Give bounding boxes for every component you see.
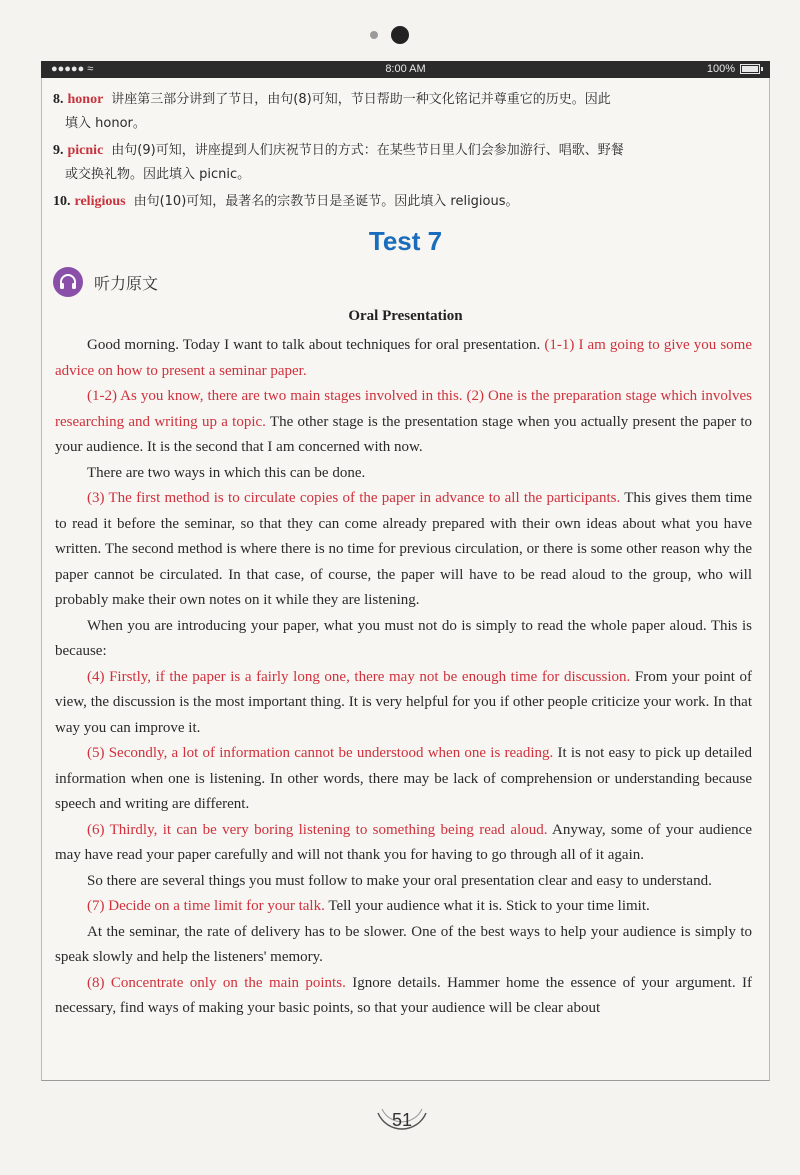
transcript-body — [55, 333, 752, 1022]
answer-explanation: 由句(10)可知，最著名的宗教节日是圣诞节。因此填入 religious。 — [133, 194, 519, 209]
sentence: When you are introducing your paper, what you must not do is simply to read the whole paper aloud. This is because: — [55, 617, 752, 659]
highlighted-sentence: (3) The first method is to circulate copies of the paper in advance to all the participants. — [87, 490, 621, 506]
highlighted-sentence: (7) Decide on a time limit for your talk. — [87, 898, 325, 914]
answer-word: picnic — [67, 143, 104, 158]
page-number-badge — [370, 1097, 434, 1149]
transcript-paragraph — [55, 665, 752, 742]
battery-indicator — [707, 63, 760, 75]
sentence: There are two ways in which this can be done. — [87, 464, 366, 481]
highlighted-sentence: (5) Secondly, a lot of information cannot be understood when one is reading. — [87, 745, 554, 761]
transcript-paragraph — [55, 614, 752, 665]
sentence: From your point of view, the discussion is the most important thing. It is very helpful for you if other people criticize your work. In that way you can improve it. — [55, 668, 752, 736]
sentence: So there are several things you must follow to make your oral presentation clear and easy to understand. — [87, 872, 712, 889]
sentence: Good morning. Today I want to talk about techniques for oral presentation. — [87, 337, 545, 353]
sentence: This gives them time to read it before the seminar, so that they can come already prepared with their own ideas about what you have written. The second method is where there is no time for previous circulation, or there is some other reason why the paper cannot be circulated. In that case, of course, the paper will have to be read aloud to the group, who will probably make their own notes on it while they are listening. — [55, 490, 752, 608]
sentence: Anyway, some of your audience may have read your paper carefully and will not thank you for having to go through all of it again. — [55, 821, 752, 863]
transcript-paragraph — [55, 971, 752, 1022]
answer-word: religious — [74, 194, 126, 209]
battery-fill — [742, 66, 758, 72]
page-number: 51 — [391, 1110, 413, 1130]
passage-heading: Oral Presentation — [348, 308, 463, 324]
section-label: 听力原文 — [94, 273, 159, 293]
sentence: It is not easy to pick up detailed information when one is listening. In other words, there may be lack of comprehension or understanding because speech and writing are different. — [55, 745, 752, 812]
transcript-paragraph — [55, 894, 752, 920]
headphones-icon — [53, 267, 83, 297]
highlighted-sentence: (8) Concentrate only on the main points. — [87, 974, 346, 991]
answer-item-10 — [53, 190, 753, 214]
sentence: The other stage is the presentation stage when you actually present the paper to your audience. It is the second that I am concerned with now. — [55, 413, 753, 455]
highlighted-sentence: (1-1) I am going to give you some advice on how to present a seminar paper. — [55, 337, 752, 379]
transcript-paragraph — [55, 333, 752, 384]
sentence: At the seminar, the rate of delivery has to be slower. One of the best ways to help your audience is simply to speak slowly and help the listeners' memory. — [55, 923, 752, 965]
answer-explanation: 由句(9)可知，讲座提到人们庆祝节日的方式：在某些节日里人们会参加游行、唱歌、野餐 — [111, 143, 624, 158]
sentence: Ignore details. Hammer home the essence of your argument. If necessary, find ways of making your basic points, so that your audience will be clear about — [55, 974, 753, 1016]
answer-item-8 — [53, 88, 753, 136]
section-header — [53, 267, 158, 297]
signal-indicator: ●●●●● ≈ — [51, 63, 94, 75]
answer-number: 10. — [53, 194, 71, 209]
sensor-dot — [370, 31, 378, 39]
transcript-paragraph — [55, 384, 752, 461]
answer-explanation-cont: 填入 honor。 — [65, 116, 146, 131]
battery-label: 100% — [706, 63, 735, 75]
test-title: Test 7 — [368, 226, 443, 256]
transcript-paragraph — [55, 486, 752, 614]
transcript-paragraph — [55, 818, 752, 869]
answer-explanation-cont: 或交换礼物。因此填入 picnic。 — [65, 167, 251, 182]
answer-item-9 — [53, 139, 753, 187]
answer-word: honor — [67, 92, 104, 107]
highlighted-sentence: (6) Thirdly, it can be very boring listening to something being read aloud. — [87, 821, 548, 838]
transcript-paragraph — [55, 741, 752, 818]
status-time: 8:00 AM — [385, 63, 426, 75]
highlighted-sentence: (1-2) As you know, there are two main stages involved in this. (2) One is the preparation stage which involves researching and writing up a topic. — [55, 388, 752, 430]
battery-icon — [740, 64, 760, 74]
document-page — [41, 78, 770, 1081]
tablet-camera-dots — [365, 24, 425, 48]
highlighted-sentence: (4) Firstly, if the paper is a fairly long one, there may not be enough time for discussion. — [87, 668, 631, 685]
answer-explanation: 讲座第三部分讲到了节日，由句(8)可知，节日帮助一种文化铭记并尊重它的历史。因此 — [111, 92, 611, 107]
answer-number: 9. — [53, 143, 64, 158]
status-bar — [41, 61, 770, 78]
answer-number: 8. — [53, 92, 64, 107]
transcript-paragraph — [55, 920, 752, 971]
transcript-paragraph — [55, 869, 752, 895]
sentence: Tell your audience what it is. Stick to your time limit. — [324, 898, 650, 914]
camera-dot — [391, 26, 409, 44]
transcript-paragraph — [55, 461, 752, 487]
